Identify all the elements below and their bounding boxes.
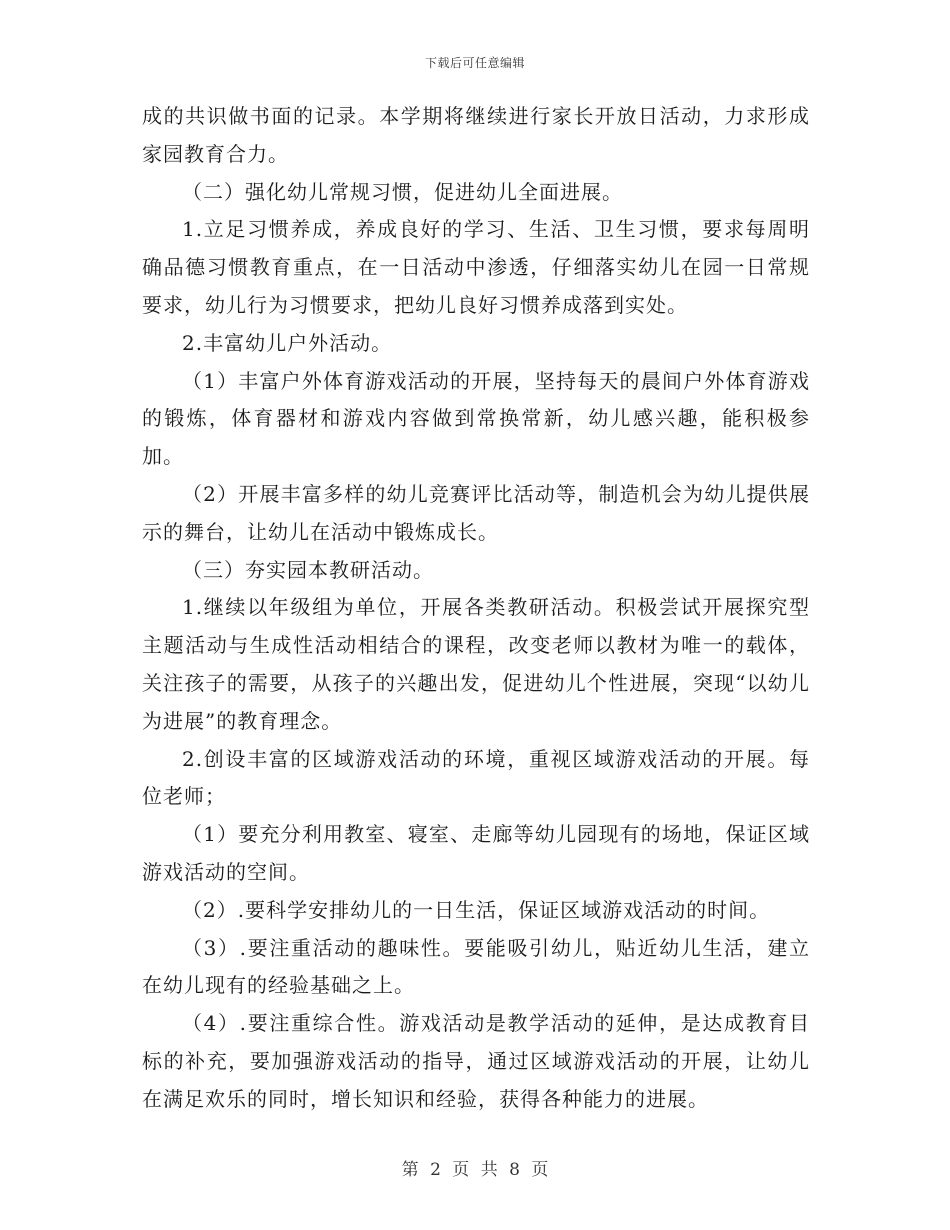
paragraph: 2.丰富幼儿户外活动。 [182, 330, 393, 355]
page-number: 第 2 页 共 8 页 [401, 1160, 549, 1180]
paragraph: （2）.要科学安排幼儿的一日生活，保证区域游戏活动的时间。 [182, 897, 771, 922]
paragraph: （3）.要注重活动的趣味性。要能吸引幼儿，贴近幼儿生活，建立在幼儿现有的经验基础之上。 [142, 935, 810, 998]
paragraph: （1）要充分利用教室、寝室、走廊等幼儿园现有的场地，保证区域游戏活动的空间。 [142, 822, 810, 884]
paragraph: 1.立足习惯养成，养成良好的学习、生活、卫生习惯，要求每周明确品德习惯教育重点，在一日活动中渗透，仔细落实幼儿在园一日常规要求，幼儿行为习惯要求，把幼儿良好习惯养成落到实处。 [142, 217, 810, 317]
paragraph: 2.创设丰富的区域游戏活动的环境，重视区域游戏活动的开展。每位老师； [142, 746, 810, 809]
section-heading: （二）强化幼儿常规习惯，促进幼儿全面进展。 [182, 179, 623, 204]
paragraph: （4）.要注重综合性。游戏活动是教学活动的延伸，是达成教育目标的补充，要加强游戏活动的指导，通过区域游戏活动的开展，让幼儿在满足欢乐的同时，增长知识和经验，获得各种能力的进展。 [142, 1011, 810, 1111]
paragraph: 成的共识做书面的记录。本学期将继续进行家长开放日活动，力求形成家园教育合力。 [142, 104, 810, 166]
paragraph: 1.继续以年级组为单位，开展各类教研活动。积极尝试开展探究型主题活动与生成性活动相结合的课程，改变老师以教材为唯一的载体，关注孩子的需要，从孩子的兴趣出发，促进幼儿个性进展，突现“以幼儿为进展”的教育理念。 [142, 595, 810, 733]
page-header: 下载后可任意编辑 [424, 56, 525, 70]
section-heading: （三）夯实园本教研活动。 [182, 557, 434, 582]
paragraph: （1）丰富户外体育游戏活动的开展，坚持每天的晨间户外体育游戏的锻炼，体育器材和游戏内容做到常换常新，幼儿感兴趣，能积极参加。 [142, 368, 810, 469]
paragraph: （2）开展丰富多样的幼儿竞赛评比活动等，制造机会为幼儿提供展示的舞台，让幼儿在活动中锻炼成长。 [142, 481, 810, 544]
document-body [142, 98, 810, 1119]
